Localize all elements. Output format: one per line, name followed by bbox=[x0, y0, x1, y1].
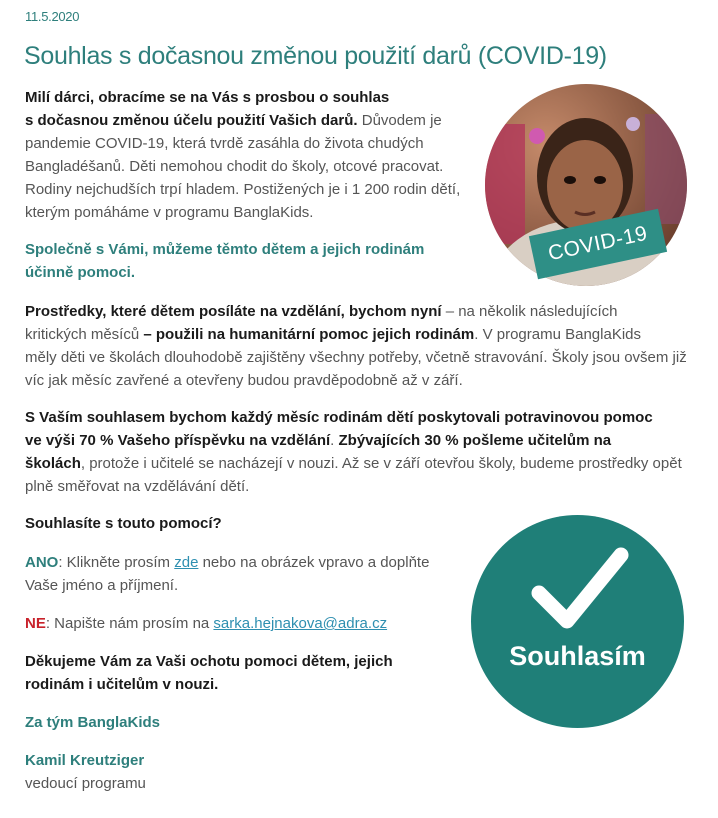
funds-text-1: – na několik následujících bbox=[441, 303, 618, 320]
consent-paragraph bbox=[25, 406, 682, 498]
funds-line-4: víc jak měsíc zavřené a otevřeny budou pravděpodobně až v září. bbox=[25, 372, 463, 389]
consent-button[interactable] bbox=[471, 515, 684, 728]
yes-text-2: nebo na obrázek vpravo a doplňte bbox=[198, 554, 430, 571]
signature-role: vedoucí programu bbox=[25, 775, 146, 792]
date: 11.5.2020 bbox=[25, 9, 80, 24]
consent-button-label: Souhlasím bbox=[509, 641, 646, 671]
funds-text-3: . V programu BanglaKids bbox=[474, 326, 642, 343]
together-paragraph bbox=[25, 238, 424, 284]
intro-text-1: Důvodem je bbox=[357, 112, 442, 129]
intro-line-4: Bangladéšanů. Děti nemohou chodit do školy, otcové pracovat. bbox=[25, 158, 444, 175]
covid-tag-label: COVID-19 bbox=[546, 221, 650, 266]
intro-paragraph bbox=[25, 86, 460, 224]
no-paragraph bbox=[25, 612, 387, 635]
thanks-paragraph bbox=[25, 650, 393, 696]
consent-line-2-dot: . bbox=[330, 432, 339, 449]
funds-bold-2: použili na humanitární pomoc jejich rodinám bbox=[155, 326, 475, 343]
intro-line-5: Rodiny nejchudších trpí hladem. Postižených je i 1 200 rodin dětí, bbox=[25, 181, 461, 198]
funds-dash: – bbox=[139, 326, 156, 343]
yes-link[interactable]: zde bbox=[174, 554, 199, 571]
together-line-1: Společně s Vámi, můžeme těmto dětem a jejich rodinám bbox=[25, 241, 425, 258]
consent-line-2-bold-b: Zbývajících 30 % pošleme učitelům na bbox=[338, 432, 612, 449]
no-text-1: : Napište nám prosím na bbox=[45, 615, 214, 632]
funds-bold-1: Prostředky, které dětem posíláte na vzdělání, bychom nyní bbox=[25, 303, 442, 320]
consent-line-2-bold: ve výši 70 % Vašeho příspěvku na vzdělání bbox=[25, 432, 331, 449]
signature-name: Kamil Kreutziger bbox=[25, 752, 145, 769]
funds-line-3: měly děti ve školách dlouhodobě zajištěny všechny potřeby, včetně stravování. Školy jsou ovšem již bbox=[25, 349, 687, 366]
consent-line-3-text: , protože i učitelé se nacházejí v nouzi. Až se v září otevřou školy, budeme prostředky opět bbox=[80, 455, 682, 472]
signature bbox=[25, 749, 146, 795]
team-line: Za tým BanglaKids bbox=[25, 714, 161, 731]
no-label: NE bbox=[25, 615, 46, 632]
consent-line-1: S Vaším souhlasem bychom každý měsíc rodinám dětí poskytovali potravinovou pomoc bbox=[25, 409, 653, 426]
checkmark-icon bbox=[529, 543, 629, 633]
together-line-2: účinně pomoci. bbox=[25, 264, 136, 281]
thanks-line-1: Děkujeme Vám za Vaši ochotu pomoci dětem, jejich bbox=[25, 653, 393, 670]
intro-bold-2: s dočasnou změnou účelu použití Vašich darů. bbox=[25, 112, 358, 129]
intro-bold-1: Milí dárci, obracíme se na Vás s prosbou o souhlas bbox=[25, 89, 390, 106]
thanks-line-2: rodinám i učitelům v nouzi. bbox=[25, 676, 219, 693]
consent-line-3-bold: školách bbox=[25, 455, 81, 472]
funds-paragraph bbox=[25, 300, 687, 392]
page-title: Souhlas s dočasnou změnou použití darů (COVID-19) bbox=[24, 42, 607, 70]
intro-line-6: kterým pomáháme v programu BanglaKids. bbox=[25, 204, 314, 221]
yes-line-2: Vaše jméno a příjmení. bbox=[25, 577, 179, 594]
yes-text-1: : Klikněte prosím bbox=[58, 554, 175, 571]
funds-text-2: kritických měsíců bbox=[25, 326, 140, 343]
email-link[interactable]: sarka.hejnakova@adra.cz bbox=[213, 615, 388, 632]
consent-line-4: plně směřovat na vzdělávání dětí. bbox=[25, 478, 250, 495]
yes-paragraph bbox=[25, 551, 429, 597]
intro-line-3: pandemie COVID-19, která tvrdě zasáhla do života chudých bbox=[25, 135, 424, 152]
question: Souhlasíte s touto pomocí? bbox=[25, 515, 222, 532]
yes-label: ANO bbox=[25, 554, 59, 571]
